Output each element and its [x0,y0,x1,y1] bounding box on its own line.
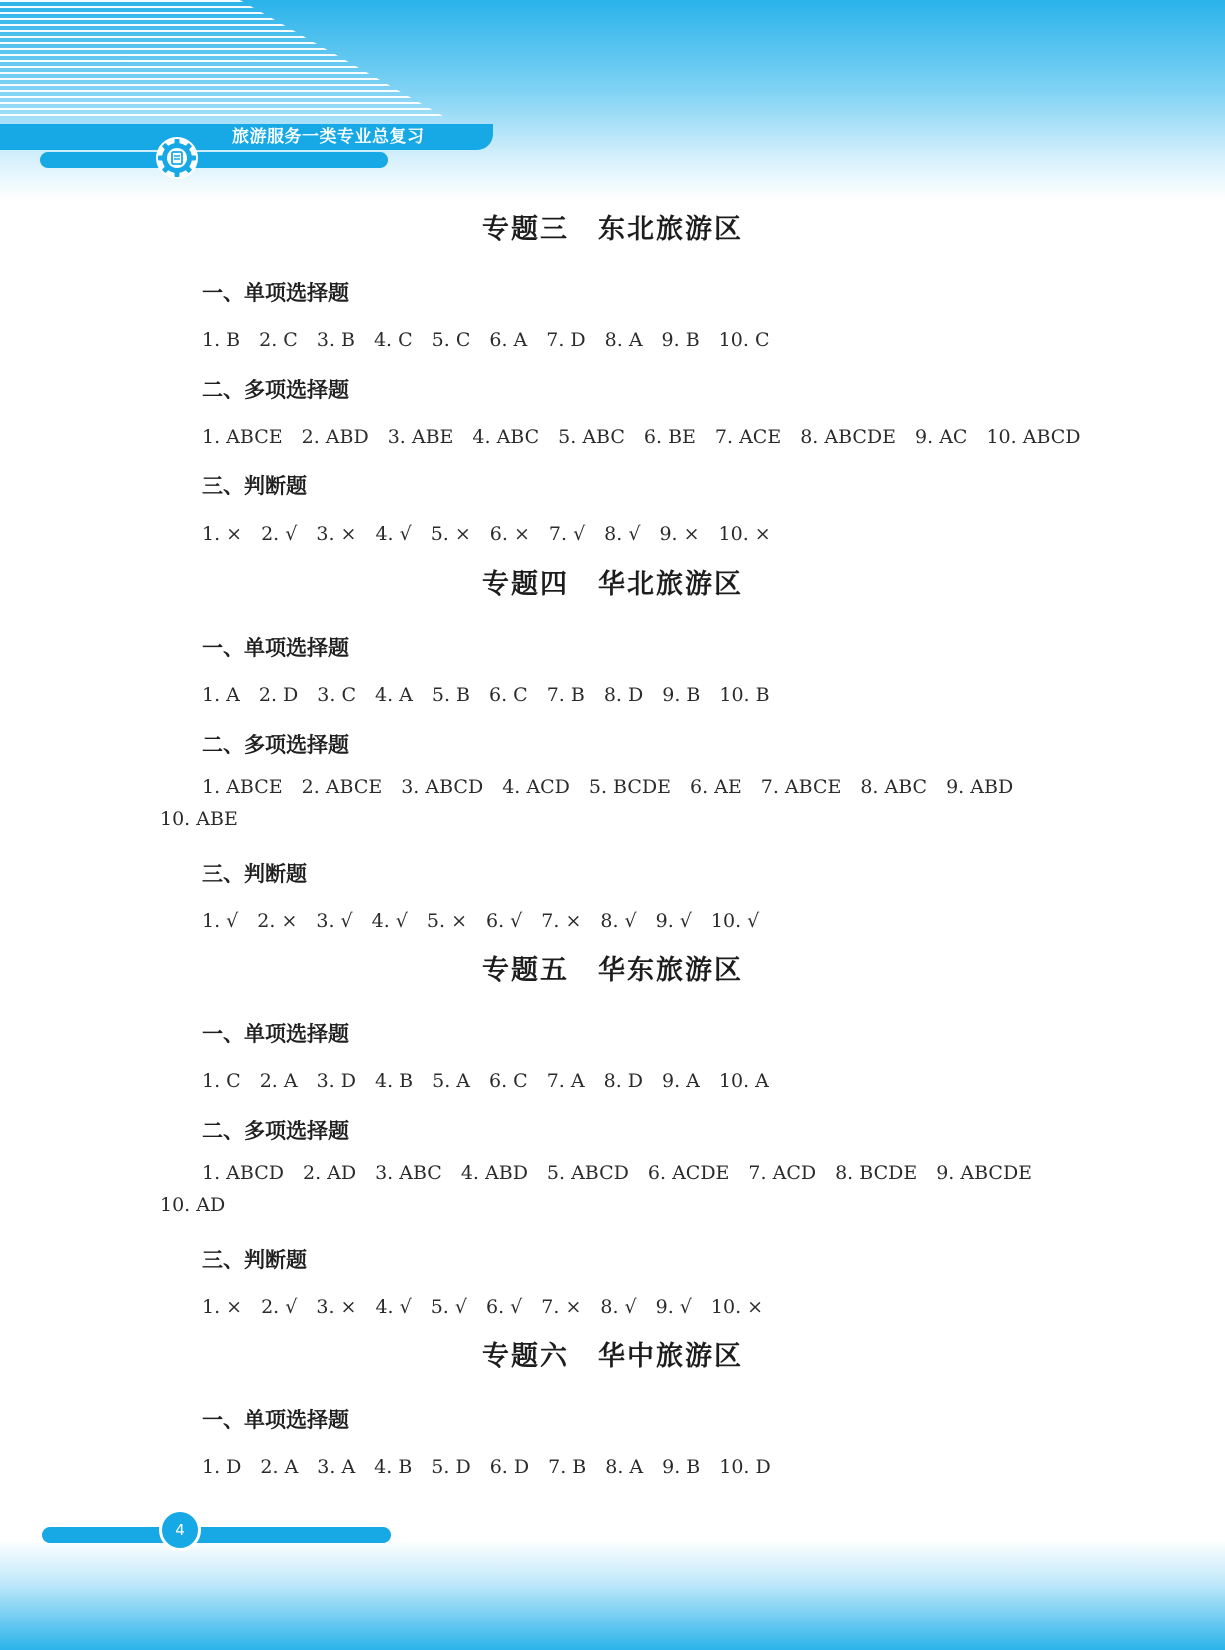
book-title: 旅游服务一类专业总复习 [232,127,425,147]
answer-line: 1. × 2. √ 3. × 4. √ 5. × 6. × 7. √ 8. √ 9. × 10. × [202,523,771,545]
header-underbar [40,152,388,168]
topic-title: 专题三 东北旅游区 [482,214,743,245]
topic-title: 专题五 华东旅游区 [482,955,743,986]
answer-line: 1. A 2. D 3. C 4. A 5. B 6. C 7. B 8. D 9. B 10. B [202,684,770,706]
answer-line: 1. ABCE 2. ABD 3. ABE 4. ABC 5. ABC 6. BE 7. ACE 8. ABCDE 9. AC 10. ABCD [202,426,1081,448]
page-number: 4 [159,1509,201,1551]
answer-line: 1. C 2. A 3. D 4. B 5. A 6. C 7. A 8. D 9. A 10. A [202,1070,769,1092]
answer-line: 1. × 2. √ 3. × 4. √ 5. √ 6. √ 7. × 8. √ 9. √ 10. × [202,1296,764,1318]
section-heading: 一、单项选择题 [202,1022,349,1046]
section-heading: 二、多项选择题 [202,733,349,757]
footer-background [0,1540,1225,1650]
section-heading: 一、单项选择题 [202,1408,349,1432]
topic-title: 专题四 华北旅游区 [482,569,743,600]
gear-icon [155,136,199,180]
answer-line: 1. ABCE 2. ABCE 3. ABCD 4. ACD 5. BCDE 6. AE 7. ABCE 8. ABC 9. ABD 10. ABE [160,776,1033,830]
answer-line: 1. B 2. C 3. B 4. C 5. C 6. A 7. D 8. A 9. B 10. C [202,329,770,351]
section-heading: 三、判断题 [202,474,307,498]
answer-line: 1. ABCD 2. AD 3. ABC 4. ABD 5. ABCD 6. ACDE 7. ACD 8. BCDE 9. ABCDE 10. AD [160,1162,1052,1216]
answer-line: 1. D 2. A 3. A 4. B 5. D 6. D 7. B 8. A 9. B 10. D [202,1456,771,1478]
section-heading: 一、单项选择题 [202,281,349,305]
footer-bar [42,1527,391,1543]
topic-title: 专题六 华中旅游区 [482,1341,743,1372]
section-heading: 二、多项选择题 [202,1119,349,1143]
section-heading: 二、多项选择题 [202,378,349,402]
section-heading: 一、单项选择题 [202,636,349,660]
section-heading: 三、判断题 [202,1248,307,1272]
section-heading: 三、判断题 [202,862,307,886]
answer-line: 1. √ 2. × 3. √ 4. √ 5. × 6. √ 7. × 8. √ 9. √ 10. √ [202,910,760,932]
